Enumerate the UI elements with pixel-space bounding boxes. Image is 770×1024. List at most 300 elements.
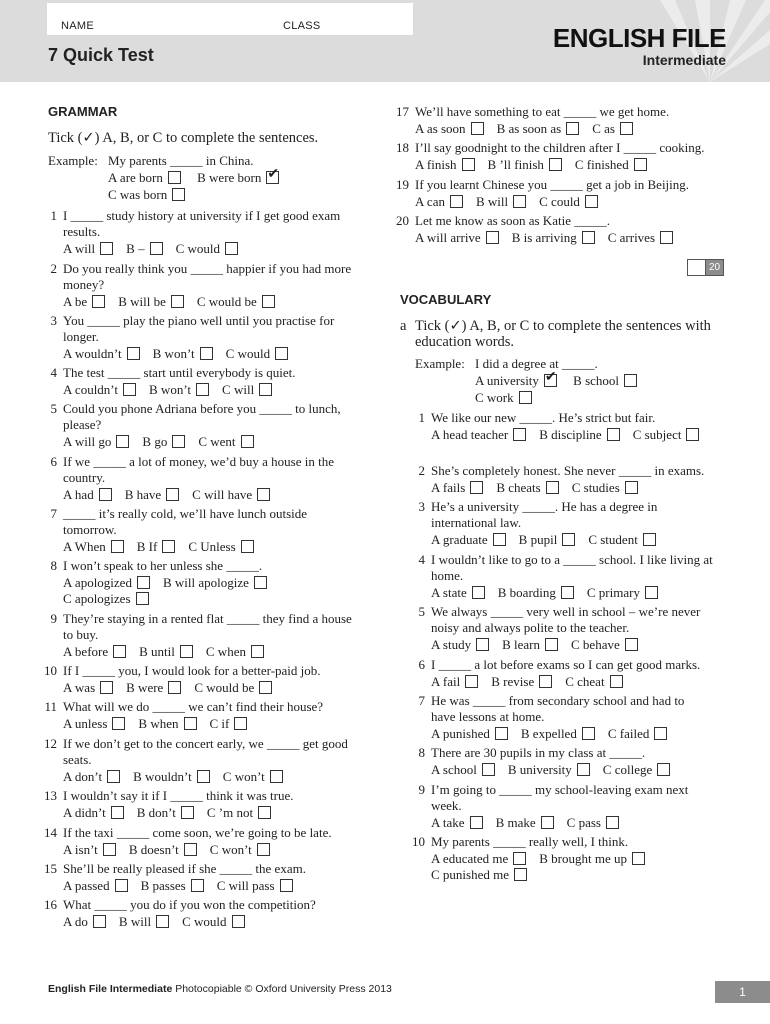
question-number: 17 [396,104,409,119]
option-c-label: C could [539,194,580,209]
option-a-label: A finish [415,157,457,172]
option-a-label: A state [431,585,467,600]
option-c-label: C cheat [565,674,605,689]
question-text: She’ll be really pleased if she _____ the exam. [63,861,306,876]
option-b-checkbox[interactable] [171,295,184,308]
option-b-checkbox[interactable] [180,645,193,658]
option-a-label: A don’t [63,769,103,784]
option-b-label: B doesn’t [128,842,179,857]
option-b-checkbox[interactable] [172,435,185,448]
option-b-checkbox[interactable] [545,638,558,651]
class-label: CLASS [283,20,321,32]
option-b-label: B ’ll finish [487,157,544,172]
option-b-checkbox[interactable] [607,428,620,441]
option-b-checkbox[interactable] [200,347,213,360]
option-b-checkbox[interactable] [181,806,194,819]
option-c-checkbox[interactable] [660,231,673,244]
grammar-score-box [687,259,724,276]
option-b-label: B boarding [497,585,556,600]
example-option-c: C was born [108,187,168,202]
option-b-checkbox[interactable] [541,816,554,829]
brand-level: Intermediate [642,52,726,68]
option-b-checkbox[interactable] [566,122,579,135]
question-number: 20 [396,213,409,228]
option-a-checkbox[interactable] [123,383,136,396]
option-b-label: B expelled [520,726,577,741]
question-number: 1 [418,410,425,425]
question-text-continued: seats. [63,752,92,767]
question-number: 13 [44,788,57,803]
option-a-checkbox[interactable] [465,675,478,688]
option-b-label: B is arriving [511,230,577,245]
option-b-checkbox[interactable] [197,770,210,783]
option-a-checkbox[interactable] [115,879,128,892]
option-a-label: A as soon [415,121,466,136]
option-a-checkbox[interactable] [470,816,483,829]
question-number: 2 [418,463,425,478]
option-b-label: B have [124,487,162,502]
vocab-example-option-c: C work [475,390,514,405]
option-a-label: A punished [431,726,490,741]
option-c-label: C primary [586,585,640,600]
question-number: 6 [418,657,425,672]
question-text: We’ll have something to eat _____ we get home. [415,104,670,119]
option-c-label: C pass [566,815,601,830]
option-a-label: A fails [431,480,466,495]
option-c-label: C as [592,121,615,136]
question-text: They’re staying in a rented flat _____ they find a house [63,611,352,626]
option-b-label: B brought me up [539,851,627,866]
option-c-checkbox[interactable] [643,533,656,546]
question-item [396,140,735,173]
option-a-checkbox[interactable] [495,727,508,740]
question-text-continued: home. [431,568,464,583]
option-a-checkbox[interactable] [107,770,120,783]
option-b-checkbox[interactable] [577,763,590,776]
option-b-label: B go [142,434,168,449]
option-b-checkbox[interactable] [582,727,595,740]
option-a-checkbox[interactable] [471,122,484,135]
question-number: 9 [418,782,425,797]
question-text-continued: week. [431,798,462,813]
option-a-checkbox[interactable] [92,295,105,308]
page-title: 7 Quick Test [48,45,154,65]
option-b-label: B learn [502,637,540,652]
page-header [0,0,770,82]
option-b-checkbox[interactable] [191,879,204,892]
option-b-label: B pupil [518,532,558,547]
name-label: NAME [61,20,94,32]
option-a-label: A head teacher [431,427,509,442]
vocab-example-checkbox-a-ticked[interactable] [544,374,557,387]
option-b-label: B were [126,680,164,695]
option-c-label: C when [205,644,246,659]
option-b-label: B make [495,815,536,830]
option-c-checkbox[interactable] [234,717,247,730]
question-number: 4 [418,552,425,567]
question-number: 9 [50,611,57,626]
question-item [44,788,373,821]
option-a-checkbox[interactable] [127,347,140,360]
question-text: I wouldn’t like to go to a _____ school. I like living at [431,552,713,567]
score-input[interactable] [688,260,706,275]
question-text: I wouldn’t say it if I _____ think it was true. [63,788,294,803]
option-c-checkbox[interactable] [241,435,254,448]
option-a-checkbox[interactable] [513,852,526,865]
question-number: 11 [44,699,57,714]
question-number: 2 [50,261,57,276]
vocabulary-part-label: a [400,318,407,334]
option-c-checkbox[interactable] [241,540,254,553]
question-number: 16 [44,897,57,912]
option-b-label: B will be [118,294,166,309]
option-a-checkbox[interactable] [493,533,506,546]
option-a-label: A can [415,194,445,209]
question-text-continued: have lessons at home. [431,709,545,724]
option-b-checkbox[interactable] [513,195,526,208]
question-number: 10 [412,834,425,849]
option-a-checkbox[interactable] [99,488,112,501]
option-b-checkbox[interactable] [582,231,595,244]
option-b-checkbox[interactable] [184,843,197,856]
question-item [44,699,373,732]
vocabulary-heading: VOCABULARY [400,292,492,307]
question-text: I won’t speak to her unless she _____. [63,558,263,573]
option-b-label: B passes [140,878,186,893]
question-item [44,897,373,930]
option-a-label: A couldn’t [63,382,119,397]
footer [48,983,392,995]
option-a-label: A isn’t [63,842,98,857]
question-text: I _____ a lot before exams so I can get good marks. [431,657,701,672]
question-number: 14 [44,825,57,840]
option-a-label: A educated me [431,851,509,866]
option-a-label: A will [63,241,96,256]
option-c-checkbox[interactable] [275,347,288,360]
option-b-checkbox[interactable] [562,533,575,546]
option-c-label: C college [602,762,653,777]
option-a-checkbox[interactable] [513,428,526,441]
option-c-label: C ’m not [206,805,254,820]
option-c-label: C will have [192,487,253,502]
option-a-label: A school [431,762,477,777]
question-number: 15 [44,861,57,876]
question-text-continued: money? [63,277,105,292]
option-b-label: B revise [491,674,535,689]
option-c-label: C subject [632,427,682,442]
question-text: There are 30 pupils in my class at _____. [431,745,646,760]
option-a-checkbox[interactable] [93,915,106,928]
option-a-checkbox[interactable] [100,681,113,694]
question-number: 7 [418,693,425,708]
option-a-checkbox[interactable] [113,645,126,658]
option-c-label: C would [182,914,227,929]
example-option-b: B were born [197,170,262,185]
option-c-checkbox[interactable] [280,879,293,892]
option-b-label: B won’t [149,382,192,397]
option-c-checkbox[interactable] [259,383,272,396]
question-item [418,657,741,690]
option-b-label: B discipline [539,427,602,442]
question-number: 12 [44,736,57,751]
option-c-label: C won’t [222,769,265,784]
option-c-checkbox[interactable] [606,816,619,829]
option-b-checkbox[interactable] [184,717,197,730]
option-c-label: C would [175,241,220,256]
question-text: We always _____ very well in school – we’re never [431,604,701,619]
grammar-heading: GRAMMAR [48,104,118,119]
grammar-instruction: Tick (✓) A, B, or C to complete the sentences. [48,130,319,146]
vocab-example-checkbox-b[interactable] [624,374,637,387]
question-text: If you learnt Chinese you _____ get a job in Beijing. [415,177,690,192]
option-b-label: B university [507,762,572,777]
option-b-label: B will [475,194,509,209]
vocabulary-instruction-line1: Tick (✓) A, B, or C to complete the sentences with [415,318,711,334]
question-item [50,611,373,660]
question-text: If we don’t get to the concert early, we _____ get good [63,736,348,751]
example-label: Example: [48,153,98,168]
footer-brand: English File Intermediate [48,983,173,995]
option-c-checkbox[interactable] [262,295,275,308]
question-text: I’m going to _____ my school-leaving exam next [431,782,689,797]
option-a-checkbox[interactable] [137,576,150,589]
option-b-checkbox[interactable] [156,915,169,928]
vocab-example-sentence: I did a degree at _____. [475,356,598,371]
example-sentence: My parents _____ in China. [108,153,254,168]
question-text-continued: tomorrow. [63,522,117,537]
question-number: 8 [50,558,57,573]
question-text: My parents _____ really well, I think. [431,834,629,849]
question-item [50,261,373,310]
option-a-label: A was [63,680,96,695]
question-item [44,663,373,696]
option-b-checkbox[interactable] [549,158,562,171]
option-c-label: C won’t [209,842,252,857]
option-c-checkbox[interactable] [136,592,149,605]
question-number: 4 [50,365,57,380]
option-c-label: C went [198,434,236,449]
option-b-checkbox[interactable] [539,675,552,688]
question-number: 7 [50,506,57,521]
option-a-checkbox[interactable] [462,158,475,171]
option-b-checkbox[interactable] [150,242,163,255]
question-number: 18 [396,140,409,155]
option-c-label: C student [588,532,638,547]
question-number: 19 [396,177,409,192]
brand-title: ENGLISH FILE [552,23,726,53]
option-c-checkbox[interactable] [257,843,270,856]
question-number: 5 [50,401,57,416]
option-c-label: C arrives [607,230,656,245]
question-item [418,745,741,778]
name-class-box [47,3,413,35]
question-number: 3 [50,313,57,328]
option-c-label: C studies [571,480,620,495]
question-number: 8 [418,745,425,760]
option-c-checkbox[interactable] [625,481,638,494]
option-b-label: B don’t [136,805,176,820]
example-checkbox-a[interactable] [168,171,181,184]
question-text: We like our new _____. He’s strict but fair. [431,410,656,425]
question-item [50,506,373,555]
option-b-checkbox[interactable] [166,488,179,501]
question-text-continued: to buy. [63,627,99,642]
option-c-checkbox[interactable] [625,638,638,651]
question-text: What will we do _____ we can’t find their house? [63,699,324,714]
question-item [418,604,741,653]
option-b-label: B cheats [496,480,541,495]
question-number: 1 [50,208,57,223]
question-item [418,552,741,601]
option-c-checkbox[interactable] [686,428,699,441]
vocab-example-option-a: A university [475,373,539,388]
option-c-label: C would [225,346,271,361]
option-b-label: B wouldn’t [133,769,192,784]
question-text-continued: noisy and always polite to the teacher. [431,620,630,635]
option-c-checkbox[interactable] [232,915,245,928]
question-number: 5 [418,604,425,619]
option-a-checkbox[interactable] [486,231,499,244]
option-c-checkbox[interactable] [270,770,283,783]
question-text: Do you really think you _____ happier if you had more [63,261,352,276]
option-c-checkbox[interactable] [654,727,667,740]
vocab-example-checkbox-c[interactable] [519,391,532,404]
option-b-label: B won’t [152,346,195,361]
option-b-label: B – [126,241,145,256]
question-item [396,213,735,246]
option-a-checkbox[interactable] [111,806,124,819]
option-c-checkbox[interactable] [585,195,598,208]
question-item [44,736,373,785]
option-b-checkbox[interactable] [254,576,267,589]
question-text: Could you phone Adriana before you _____ to lunch, [63,401,341,416]
footer-copyright: Photocopiable © Oxford University Press 2013 [172,983,392,995]
option-a-checkbox[interactable] [470,481,483,494]
option-c-checkbox[interactable] [257,488,270,501]
option-a-checkbox[interactable] [112,717,125,730]
option-b-checkbox[interactable] [196,383,209,396]
option-a-label: A didn’t [63,805,106,820]
question-item [50,208,373,257]
question-text: _____ it’s really cold, we’ll have lunch outside [63,506,308,521]
example-checkbox-c[interactable] [172,188,185,201]
vocab-example-label: Example: [415,356,465,371]
option-c-label: C if [209,716,230,731]
option-c-label: C failed [607,726,650,741]
option-a-checkbox[interactable] [116,435,129,448]
option-a-label: A passed [63,878,110,893]
grammar-score-total: 20 [706,260,723,275]
question-number: 10 [44,663,57,678]
option-a-checkbox[interactable] [103,843,116,856]
question-item [50,365,373,398]
option-c-label: C punished me [431,867,509,882]
question-item [418,693,741,742]
option-c-checkbox[interactable] [610,675,623,688]
question-item [44,825,373,858]
brand-logo [553,24,726,68]
question-item [418,499,741,548]
option-a-label: A wouldn’t [63,346,122,361]
question-number: 6 [50,454,57,469]
option-c-checkbox[interactable] [620,122,633,135]
option-c-label: C finished [574,157,629,172]
option-c-label: C behave [571,637,620,652]
option-a-checkbox[interactable] [450,195,463,208]
option-c-label: C Unless [188,539,236,554]
question-text: If we _____ a lot of money, we’d buy a house in the [63,454,335,469]
question-text: He was _____ from secondary school and had to [431,693,685,708]
option-b-label: B will [118,914,152,929]
option-b-checkbox[interactable] [162,540,175,553]
option-b-checkbox[interactable] [632,852,645,865]
option-c-checkbox[interactable] [645,586,658,599]
option-c-checkbox[interactable] [251,645,264,658]
question-item [418,463,741,496]
question-text: She’s completely honest. She never _____ in exams. [431,463,705,478]
option-b-label: B when [138,716,179,731]
option-a-checkbox[interactable] [476,638,489,651]
option-b-label: B will apologize [162,575,249,590]
question-text-continued: results. [63,224,101,239]
question-item [50,454,373,503]
option-a-checkbox[interactable] [111,540,124,553]
question-item [50,401,373,450]
question-text: I’ll say goodnight to the children after I _____ cooking. [415,140,705,155]
question-number: 3 [418,499,425,514]
option-a-label: A study [431,637,472,652]
option-b-checkbox[interactable] [168,681,181,694]
option-a-checkbox[interactable] [472,586,485,599]
question-item [418,410,741,443]
option-c-checkbox[interactable] [514,868,527,881]
option-a-label: A fail [431,674,461,689]
option-a-label: A before [63,644,109,659]
grammar-example [48,153,368,202]
question-text-continued: international law. [431,515,522,530]
option-c-checkbox[interactable] [259,681,272,694]
option-c-label: C will [222,382,255,397]
vocabulary-example [415,356,735,405]
option-b-checkbox[interactable] [546,481,559,494]
question-item [44,861,373,894]
vocabulary-instruction-line2: education words. [415,334,515,350]
option-c-label: C would be [194,680,255,695]
option-a-label: A will go [63,434,112,449]
option-b-checkbox[interactable] [561,586,574,599]
question-text: You _____ play the piano well until you practise for [63,313,335,328]
option-a-label: A will arrive [415,230,481,245]
option-a-label: A be [63,294,88,309]
option-a-checkbox[interactable] [100,242,113,255]
option-a-checkbox[interactable] [482,763,495,776]
option-c-checkbox[interactable] [634,158,647,171]
option-b-label: B as soon as [496,121,562,136]
option-a-label: A When [63,539,106,554]
example-checkbox-b-ticked[interactable] [266,171,279,184]
option-c-label: C would be [196,294,257,309]
question-text: If I _____ you, I would look for a better-paid job. [63,663,321,678]
question-text-continued: please? [63,417,102,432]
option-c-checkbox[interactable] [225,242,238,255]
example-option-a: A are born [108,170,163,185]
option-c-checkbox[interactable] [657,763,670,776]
question-item [50,558,373,607]
question-text: The test _____ start until everybody is quiet. [63,365,296,380]
option-c-checkbox[interactable] [258,806,271,819]
option-a-label: A had [63,487,94,502]
question-item [396,104,735,137]
